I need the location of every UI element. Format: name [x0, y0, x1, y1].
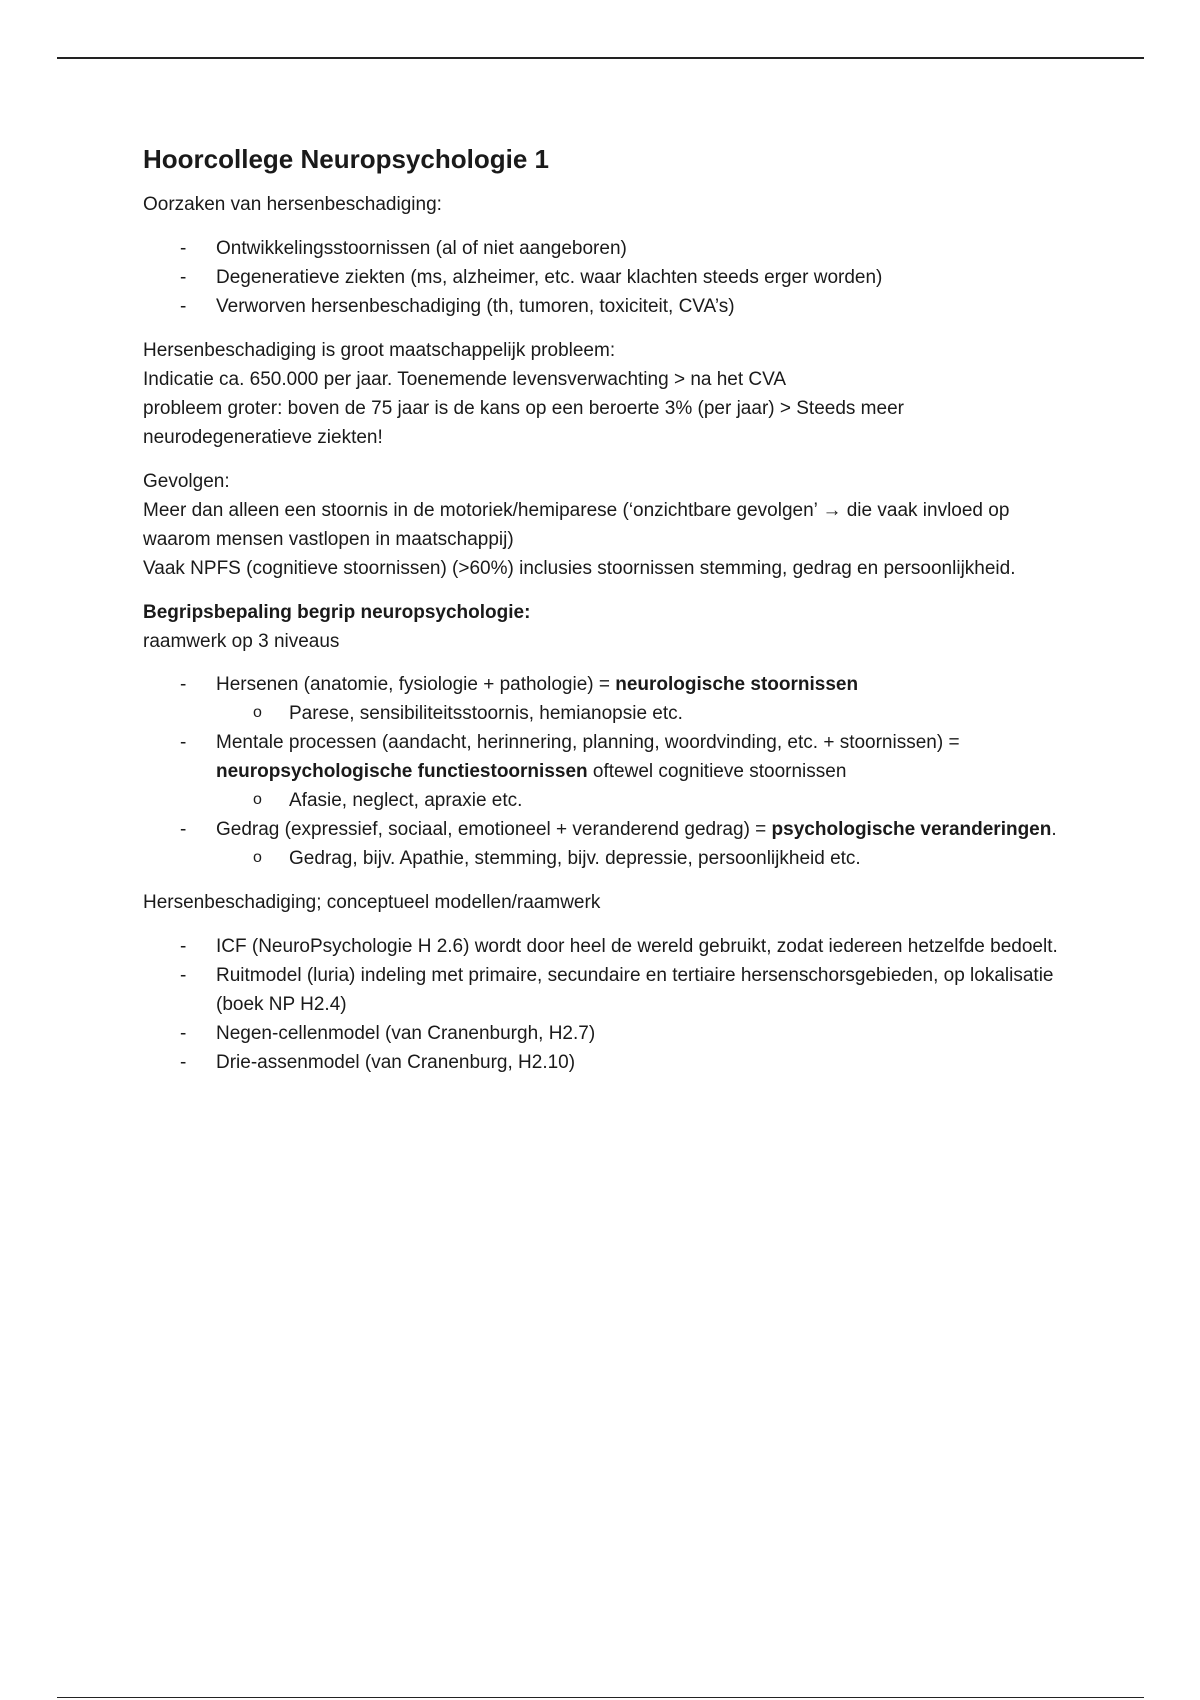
item-text: Hersenen (anatomie, fysiologie + pathologie) = [216, 674, 616, 695]
paragraph-line: probleem groter: boven de 75 jaar is de kans op een beroerte 3% (per jaar) > Steeds meer neurodegeneratieve ziekten! [143, 398, 904, 448]
societal-problem-paragraph [143, 336, 1063, 452]
sub-list [216, 786, 1063, 815]
list-item: - Negen-cellenmodel (van Cranenburgh, H2.7) [143, 1019, 1063, 1048]
list-item: - Verworven hersenbeschadiging (th, tumoren, toxiciteit, CVA’s) [143, 292, 1063, 321]
causes-list [143, 234, 1063, 321]
paragraph-line: Meer dan alleen een stoornis in de motoriek/hemiparese (‘onzichtbare gevolgen’ → die vaak invloed op waarom mensen vastlopen in maatschappij) [143, 500, 1010, 550]
list-item: - Ontwikkelingsstoornissen (al of niet aangeboren) [143, 234, 1063, 263]
footer-rule [57, 1697, 1144, 1698]
list-item: - Ruitmodel (luria) indeling met primaire, secundaire en tertiaire hersenschorsgebieden, op lokalisatie (boek NP H2.4) [143, 961, 1063, 1019]
levels-list [143, 670, 1063, 873]
list-item: - ICF (NeuroPsychologie H 2.6) wordt door heel de wereld gebruikt, zodat iedereen hetzelfde bedoelt. [143, 932, 1063, 961]
sub-list-item: o Gedrag, bijv. Apathie, stemming, bijv. depressie, persoonlijkheid etc. [216, 844, 1063, 873]
item-text: oftewel cognitieve stoornissen [587, 761, 847, 782]
consequences-paragraph [143, 467, 1063, 583]
sub-list [216, 699, 1063, 728]
header-rule [57, 57, 1144, 59]
list-item: - Degeneratieve ziekten (ms, alzheimer, etc. waar klachten steeds erger worden) [143, 263, 1063, 292]
item-text: . [1051, 819, 1057, 840]
definition-paragraph [143, 598, 1063, 656]
paragraph-line: Hersenbeschadiging is groot maatschappelijk probleem: [143, 340, 616, 361]
item-text: Mentale processen (aandacht, herinnering, planning, woordvinding, etc. + stoornissen) = [216, 732, 960, 753]
sub-list [216, 844, 1063, 873]
list-item [143, 815, 1063, 873]
causes-intro: Oorzaken van hersenbeschadiging: [143, 194, 442, 215]
list-item [143, 728, 1063, 815]
paragraph-line: Indicatie ca. 650.000 per jaar. Toenemende levensverwachting > na het CVA [143, 369, 787, 390]
sub-list-item: o Afasie, neglect, apraxie etc. [216, 786, 1063, 815]
list-item [143, 670, 1063, 728]
paragraph-line: raamwerk op 3 niveaus [143, 631, 340, 652]
models-list [143, 932, 1063, 1077]
paragraph-line: Vaak NPFS (cognitieve stoornissen) (>60%) inclusies stoornissen stemming, gedrag en persoonlijkheid. [143, 558, 1016, 579]
section-heading: Begripsbepaling begrip neuropsychologie: [143, 602, 531, 623]
document-body [143, 142, 1063, 1092]
item-bold-text: psychologische veranderingen [771, 819, 1052, 840]
item-bold-text: neurologische stoornissen [615, 674, 859, 695]
page-title: Hoorcollege Neuropsychologie 1 [143, 144, 549, 174]
models-intro: Hersenbeschadiging; conceptueel modellen/raamwerk [143, 892, 601, 913]
sub-list-item: o Parese, sensibiliteitsstoornis, hemianopsie etc. [216, 699, 1063, 728]
paragraph-line: Gevolgen: [143, 471, 230, 492]
item-text: Gedrag (expressief, sociaal, emotioneel + veranderend gedrag) = [216, 819, 772, 840]
list-item: - Drie-assenmodel (van Cranenburg, H2.10) [143, 1048, 1063, 1077]
item-bold-text: neuropsychologische functiestoornissen [216, 761, 588, 782]
